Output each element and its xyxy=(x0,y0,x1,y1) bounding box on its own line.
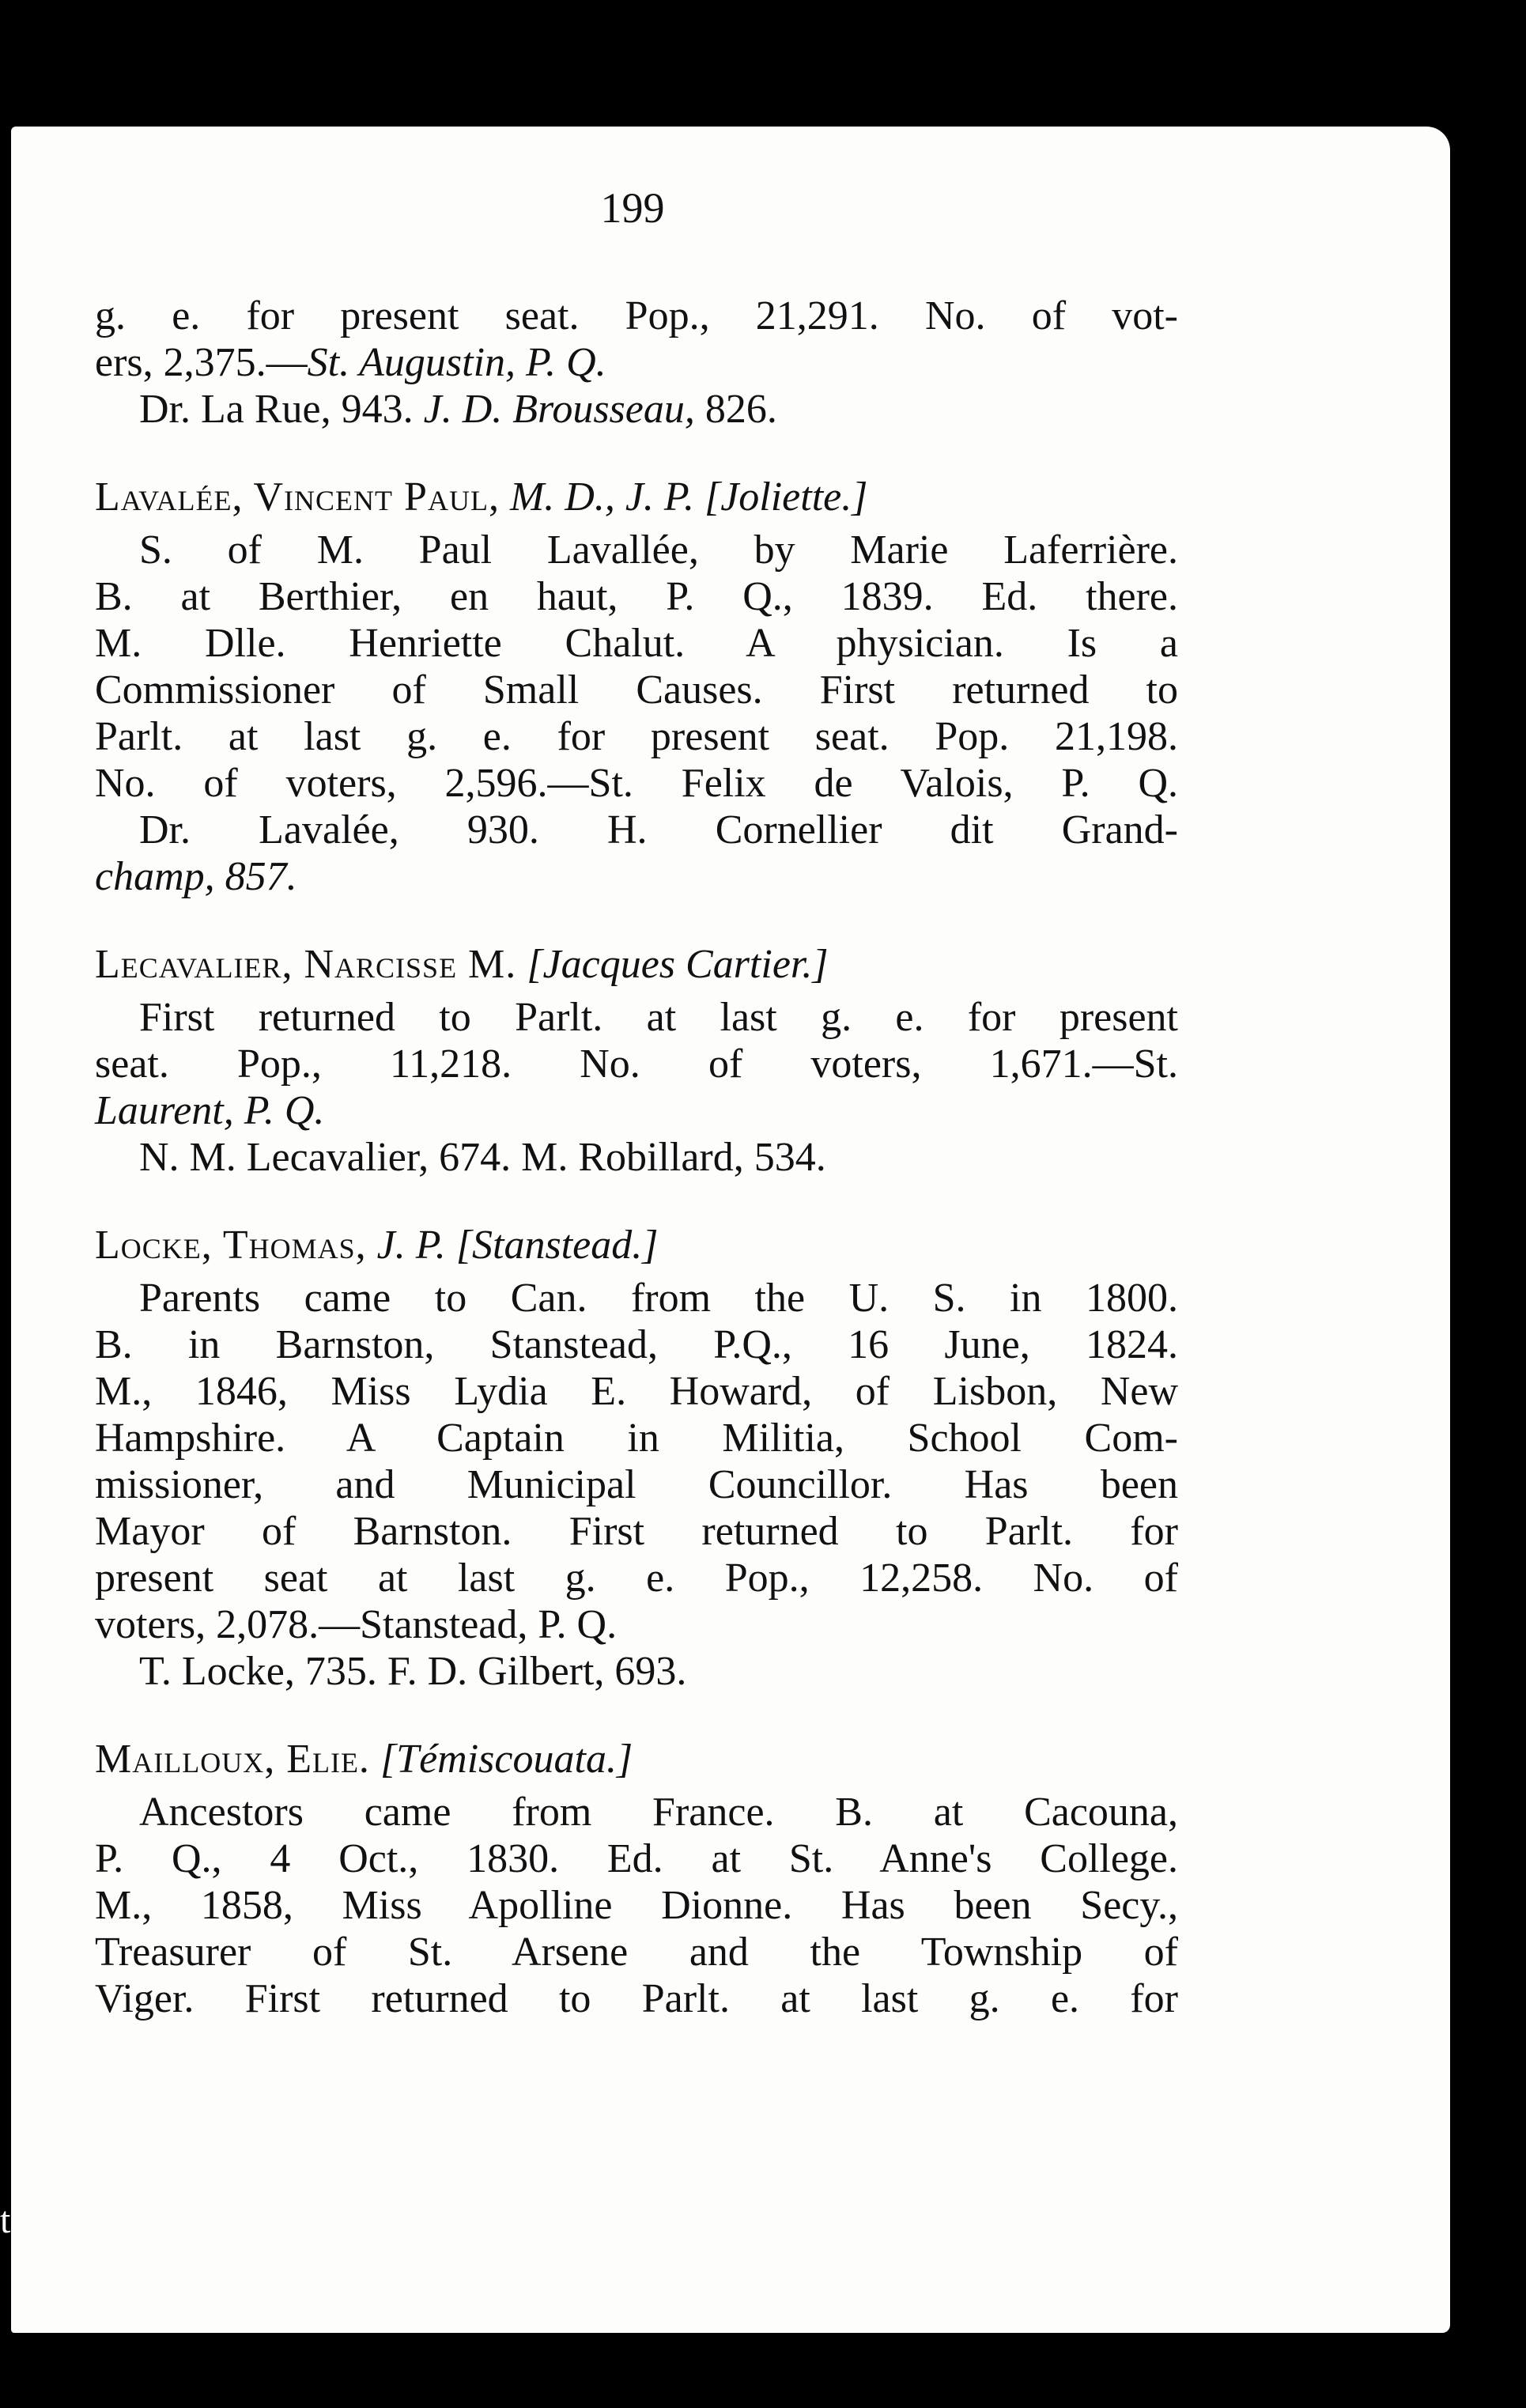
biography-entry xyxy=(95,941,1178,1181)
text-line: P. Q., 4 Oct., 1830. Ed. at St. Anne's College. xyxy=(95,1836,1178,1881)
entry-constituency: [Jacques Cartier.] xyxy=(527,942,829,987)
text-line: Parents came to Can. from the U. S. in 1800. xyxy=(139,1276,1178,1321)
text-line: T. Locke, 735. F. D. Gilbert, 693. xyxy=(139,1649,687,1694)
text-line: S. of M. Paul Lavallée, by Marie Laferrière. xyxy=(139,527,1178,573)
entry-heading xyxy=(95,474,1178,520)
entry-titles: J. P. xyxy=(376,1223,446,1268)
text-line: champ, 857. xyxy=(95,854,297,899)
biography-entry xyxy=(95,1736,1178,2022)
text-line: Ancestors came from France. B. at Cacouna, xyxy=(139,1790,1178,1835)
entry-heading xyxy=(95,1222,1178,1268)
entry-heading xyxy=(95,941,1178,988)
page-text xyxy=(95,293,1178,2022)
text-line: B. at Berthier, en haut, P. Q., 1839. Ed. there. xyxy=(95,574,1178,619)
entry-name: Mailloux, Elie. xyxy=(95,1737,370,1782)
text-line: seat. Pop., 11,218. No. of voters, 1,671.—St. xyxy=(95,1041,1178,1087)
entry-constituency: [Témiscouata.] xyxy=(380,1737,633,1782)
text-line: M. Dlle. Henriette Chalut. A physician. Is a xyxy=(95,621,1178,666)
text-line: Treasurer of St. Arsene and the Township of xyxy=(95,1930,1178,1975)
text-line: g. e. for present seat. Pop., 21,291. No. of vot- xyxy=(95,293,1178,338)
entry-name: Lavalée, Vincent Paul, xyxy=(95,474,500,520)
text-line: Parlt. at last g. e. for present seat. Pop. 21,198. xyxy=(95,714,1178,759)
text-line: present seat at last g. e. Pop., 12,258. No. of xyxy=(95,1556,1178,1601)
biography-entry xyxy=(95,474,1178,900)
place-name: St. Augustin, P. Q. xyxy=(307,340,606,385)
text-line: Laurent, P. Q. xyxy=(95,1088,325,1133)
text-line: Mayor of Barnston. First returned to Parlt. for xyxy=(95,1509,1178,1554)
intro-paragraph xyxy=(95,293,1178,433)
entry-titles: M. D., J. P. xyxy=(509,474,694,520)
adjacent-page-fragment: t xyxy=(0,2199,11,2241)
rival-name: J. D. Brousseau, xyxy=(423,387,695,432)
text-line: M., 1858, Miss Apolline Dionne. Has been Secy., xyxy=(95,1883,1178,1928)
text-line: First returned to Parlt. at last g. e. for present xyxy=(139,995,1178,1040)
text-line: N. M. Lecavalier, 674. M. Robillard, 534. xyxy=(139,1135,826,1180)
text-line xyxy=(95,339,1178,386)
text-line: Viger. First returned to Parlt. at last g. e. for xyxy=(95,1976,1178,2021)
entry-name: Lecavalier, Narcisse M. xyxy=(95,942,517,987)
text-line: Commissioner of Small Causes. First returned to xyxy=(95,667,1178,713)
text-line: missioner, and Municipal Councillor. Has been xyxy=(95,1462,1178,1507)
text-line: Hampshire. A Captain in Militia, School Com- xyxy=(95,1416,1178,1461)
text-line: Dr. Lavalée, 930. H. Cornellier dit Grand- xyxy=(139,807,1178,852)
page-number: 199 xyxy=(600,184,665,232)
rival-votes: 826. xyxy=(694,387,777,432)
entry-name: Locke, Thomas, xyxy=(95,1223,367,1268)
text-line: No. of voters, 2,596.—St. Felix de Valois, P. Q. xyxy=(95,761,1178,806)
text-line: B. in Barnston, Stanstead, P.Q., 16 June, 1824. xyxy=(95,1322,1178,1367)
biography-entry xyxy=(95,1222,1178,1695)
text-line: M., 1846, Miss Lydia E. Howard, of Lisbon, New xyxy=(95,1369,1178,1414)
text-line: voters, 2,078.—Stanstead, P. Q. xyxy=(95,1602,618,1647)
entry-constituency: [Stanstead.] xyxy=(455,1223,659,1268)
entry-heading xyxy=(95,1736,1178,1782)
text-fragment: ers, 2,375.— xyxy=(95,340,308,385)
text-line xyxy=(95,386,1178,433)
text-fragment: Dr. La Rue, 943. xyxy=(139,387,424,432)
entry-constituency: [Joliette.] xyxy=(704,474,868,520)
